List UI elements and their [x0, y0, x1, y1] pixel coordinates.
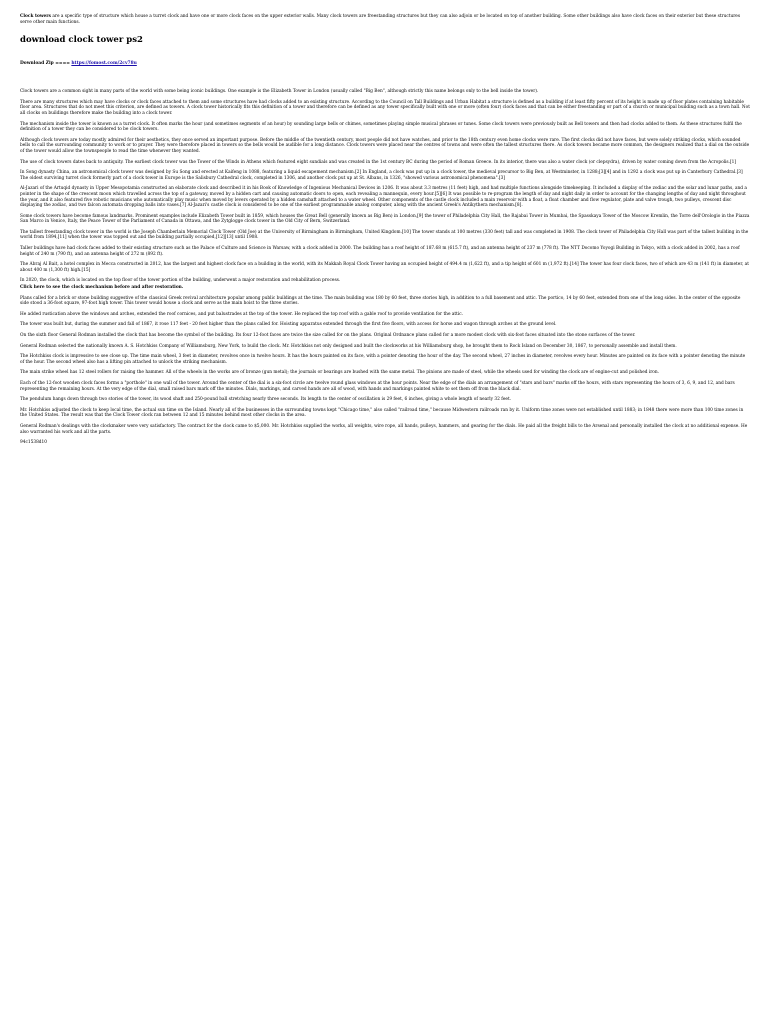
- footer-code: 94c1538d10: [20, 440, 48, 446]
- body-paragraph: Al-Jazari of the Artuqid dynasty in Upper Mesopotamia constructed an elaborate clock and described it in his Book of Knowledge of Ingenious Mechanical Devices in 1206. It was about 3.3 metres (11 feet) high, and had multiple functions alongside timekeeping. It included a display of the zodiac and the solar and lunar paths, and a pointer in the shape of the crescent moon which travelled across the top of a gateway, moved by a hidden cart and causing automatic doors to open, each revealing a mannequin, every hour.[5][6] It was possible to re-program the length of day and night daily in order to account for the changing lengths of day and night throughout the year, and it also featured five robotic musicians who automatically play music when moved by levers operated by a hidden camshaft attached to a water wheel. Other components of the castle clock included a main reservoir with a float, a float chamber and flow regulator, plate and valve trough, two pulleys, crescent disc displaying the zodiac, and two falcon automata dropping balls into vases.[7] Al-Jazari's castle clock is considered to be one of the earliest programmable analog computer, along with the ancient Greek's Antikythera mechanism.[8].: [20, 186, 747, 209]
- restoration-link-text: Click here to see the clock mechanism before and after restoration.: [20, 285, 184, 291]
- body-paragraph: Each of the 12-foot wooden clock faces forms a "porthole" in one wall of the tower. Around the center of the dial is a six-foot circle are twelve round glass windows at the hour points. Near the edge of the dials an arrangement of "stars and bars" marks off the hours, with stars representing the hours of 3, 6, 9, and 12, and bars representing the remaining hours. At the very edge of the dial, small raised bars mark off the minutes. Dials, markings, and carved hands are all of wood, with hands and markings painted white to set them off from the black dial.: [20, 380, 735, 392]
- body-paragraph: The main strike wheel has 12 steel rollers for raising the hammer. All of the wheels in the works are of bronze (gun metal); the journals or bearings are bushed with the same metal. The pinions are made of steel, while the wheels used for winding the clock are of engine-cut and polished iron.: [20, 370, 660, 376]
- body-paragraph: The pendulum hangs down through two stories of the tower, its wood shaft and 250-pound ball stretching nearly three seconds. Its length to the center of oscillation is 29 feet, 6 inches, giving a whole length of nearly 32 feet.: [20, 397, 512, 403]
- body-paragraph: He added rustication above the windows and arches, extended the roof cornices, and put balustrades at the top of the tower. He replaced the top roof with a gable roof to provide ventilation for the attic.: [20, 311, 464, 317]
- intro-lead: Clock towers: [20, 14, 51, 19]
- body-paragraph: The tower was built but, during the summer and fall of 1867, it rose 117 feet - 20 feet higher than the plans called for. Hoisting apparatus extended through the first five floors, with access for horse and wagon through arches at the ground level.: [20, 322, 557, 328]
- body-paragraph: In 2020, the clock, which is located on the top floor of the tower portion of the building, underwent a major restoration and rehabilitation process.: [20, 278, 341, 284]
- body-paragraph: There are many structures which may have clocks or clock faces attached to them and some structures have had clocks added to an existing structure. According to the Council on Tall Buildings and Urban Habitat a structure is defined as a building if at least fifty percent of its height is made up of floor plates containing habitable floor area. Structures that do not meet this criterion, are defined as towers. A clock tower historically fits this definition of a tower and therefore can be defined as any tower specifically built with one or more (often four) clock faces and that can be either freestanding or part of a church or municipal building such as a town hall. Not all clocks on buildings therefore make the building into a clock tower.: [20, 99, 750, 116]
- body-paragraph: The Abraj Al Bait, a hotel complex in Mecca constructed in 2012, has the largest and highest clock face on a building in the world, with its Makkah Royal Clock Tower having an occupied height of 494.4 m (1,622 ft), and a tip height of 601 m (1,972 ft).[14] The tower has four clock faces, two of which are 43 m (141 ft) in diameter, at about 400 m (1,300 ft) high.[15]: [20, 262, 749, 273]
- body-paragraph: Taller buildings have had clock faces added to their existing structure such as the Palace of Culture and Science in Warsaw, with a clock added in 2000. The building has a roof height of 187.68 m (615.7 ft), and an antenna height of 237 m (778 ft). The NTT Docomo Yoyogi Building in Tokyo, with a clock added in 2002, has a roof height of 240 m (790 ft), and an antenna height of 272 m (892 ft).: [20, 246, 740, 257]
- body-paragraph: The Hotchkiss clock is impressive to see close up. The time main wheel, 3 feet in diameter, revolves once in twelve hours. It has the hours painted on its face, with a pointer denoting the hour of the day. The second wheel, 27 inches in diameter, revolves every hour. Minutes are painted on its face with a pointer denoting the minute of the hour. The second wheel also has a lifting pin attached to unlock the striking mechanism.: [20, 354, 746, 365]
- body-paragraph: General Rodman's dealings with the clockmaker were very satisfactory. The contract for the clock came to $5,000. Mr. Hotchkiss supplied the works, all weights, wire rope, all hands, pulleys, hammers, and gearing for the dials. He paid all the freight bills to the Arsenal and personally installed the clock at no additional expense. He also warranted his work and all the parts.: [20, 423, 748, 435]
- download-label: Download Zip ====: [20, 61, 70, 67]
- body-paragraph: Some clock towers have become famous landmarks. Prominent examples include Elizabeth Tower built in 1859, which houses the Great Bell (generally known as Big Ben) in London,[9] the tower of Philadelphia City Hall, the Rajabai Tower in Mumbai, the Spasskaya Tower of the Moscow Kremlin, the Torre dell'Orologio in the Piazza San Marco in Venice, Italy, the Peace Tower of the Parliament of Canada in Ottawa, and the Zytglogge clock tower in the Old City of Bern, Switzerland.: [20, 213, 750, 225]
- body-paragraph: Plans called for a brick or stone building suggestive of the classical Greek revival architecture popular among public buildings at the time. The main building was 180 by 60 feet, three stories high, in addition to a full basement and attic. The portico, 14 by 60 feet, extended from one of the long sides. In the center of the opposite side stood a 36-foot square, 97-foot high tower. This tower would house a clock and serve as the main hoist to the three stories.: [20, 295, 741, 307]
- body-paragraph: Clock towers are a common sight in many parts of the world with some being iconic buildings. One example is the Elizabeth Tower in London (usually called "Big Ben", although strictly this name belongs only to the bell inside the tower).: [20, 89, 539, 95]
- download-link[interactable]: https://fomost.com/2cv78u: [71, 61, 137, 67]
- paragraph-list-2: [20, 296, 750, 436]
- article: [0, 0, 770, 446]
- body-paragraph: The tallest freestanding clock tower in the world is the Joseph Chamberlain Memorial Clock Tower (Old Joe) at the University of Birmingham in Birmingham, United Kingdom.[10] The tower stands at 100 metres (330 feet) tall and was completed in 1908. The clock tower of Philadelphia City Hall was part of the tallest building in the world from 1894,[11] when the tower was topped out and the building partially occupied,[12][13] until 1908.: [20, 229, 749, 241]
- body-paragraph: Mr. Hotchkiss adjusted the clock to keep local time, the actual sun time on the Island. Nearly all of the businesses in the surrounding towns kept "Chicago time," also called "railroad time," because Midwestern railroads ran by it. Uniform time zones were not established until 1883; in 1848 there were more than 100 time zones in the United States. The result was that the Clock Tower clock ran between 12 and 15 minutes behind most other clocks in the area.: [20, 407, 744, 419]
- body-paragraph: The mechanism inside the tower is known as a turret clock. It often marks the hour (and sometimes segments of an hour) by sounding large bells or chimes, sometimes playing simple musical phrases or tunes. Some clock towers were previously built as Bell towers and then had clocks added to them. As these structures fulfil the definition of a tower they can be considered to be clock towers.: [20, 121, 742, 133]
- download-line: [20, 61, 750, 67]
- intro-rest: are a specific type of structure which house a turret clock and have one or more clock faces on the upper exterior walls. Many clock towers are freestanding structures but they can also adjoin or be located on top of another building. Some other buildings also have clock faces on their exterior but these structures serve other main functions.: [20, 14, 741, 25]
- body-paragraph: In Song dynasty China, an astronomical clock tower was designed by Su Song and erected at Kaifeng in 1088, featuring a liquid escapement mechanism.[2] In England, a clock was put up in a clock tower, the medieval precursor to Big Ben, at Westminster, in 1288;[3][4] and in 1292 a clock was put up in Canterbury Cathedral.[3] The oldest surviving turret clock formerly part of a clock tower in Europe is the Salisbury Cathedral clock, completed in 1306, and another clock put up at St. Albans, in 1326, "showed various astronomical phenomena".[3]: [20, 170, 743, 181]
- paragraph-list-1: [20, 89, 750, 284]
- body-paragraph: Although clock towers are today mostly admired for their aesthetics, they once served an important purpose. Before the middle of the twentieth century, most people did not have watches, and prior to the 18th century even home clocks were rare. The first clocks did not have faces, but were solely striking clocks, which sounded bells to call the surrounding community to work or to prayer. They were therefore placed in towers so the bells would be audible for a long distance. Clock towers were placed near the centres of towns and were often the tallest structures there. As clock towers became more common, the designers realized that a dial on the outside of the tower would allow the townspeople to read the time whenever they wanted.: [20, 137, 750, 154]
- page-title: download clock tower ps2: [20, 35, 143, 46]
- intro-paragraph: [20, 14, 750, 25]
- body-paragraph: On the sixth floor General Rodman installed the clock that has become the symbol of the building. Its four 12-foot faces are twice the size called for on the plans. Original Ordnance plans called for a more modest clock with six-foot faces situated into the stone surfaces of the tower.: [20, 333, 636, 338]
- body-paragraph: The use of clock towers dates back to antiquity. The earliest clock tower was the Tower of the Winds in Athens which featured eight sundials and was created in the 1st century BC during the period of Roman Greece. In its interior, there was also a water clock (or clepsydra), driven by water coming down from the Acropolis.[1]: [20, 159, 737, 165]
- body-paragraph: General Rodman selected the nationally known A. S. Hotchkiss Company of Williamsburg, New York, to build the clock. Mr. Hotchkiss not only designed and built the clockworks at his Williamsburg shop, he brought them to Rock Island on December 30, 1867, to personally assemble and install them.: [20, 343, 677, 349]
